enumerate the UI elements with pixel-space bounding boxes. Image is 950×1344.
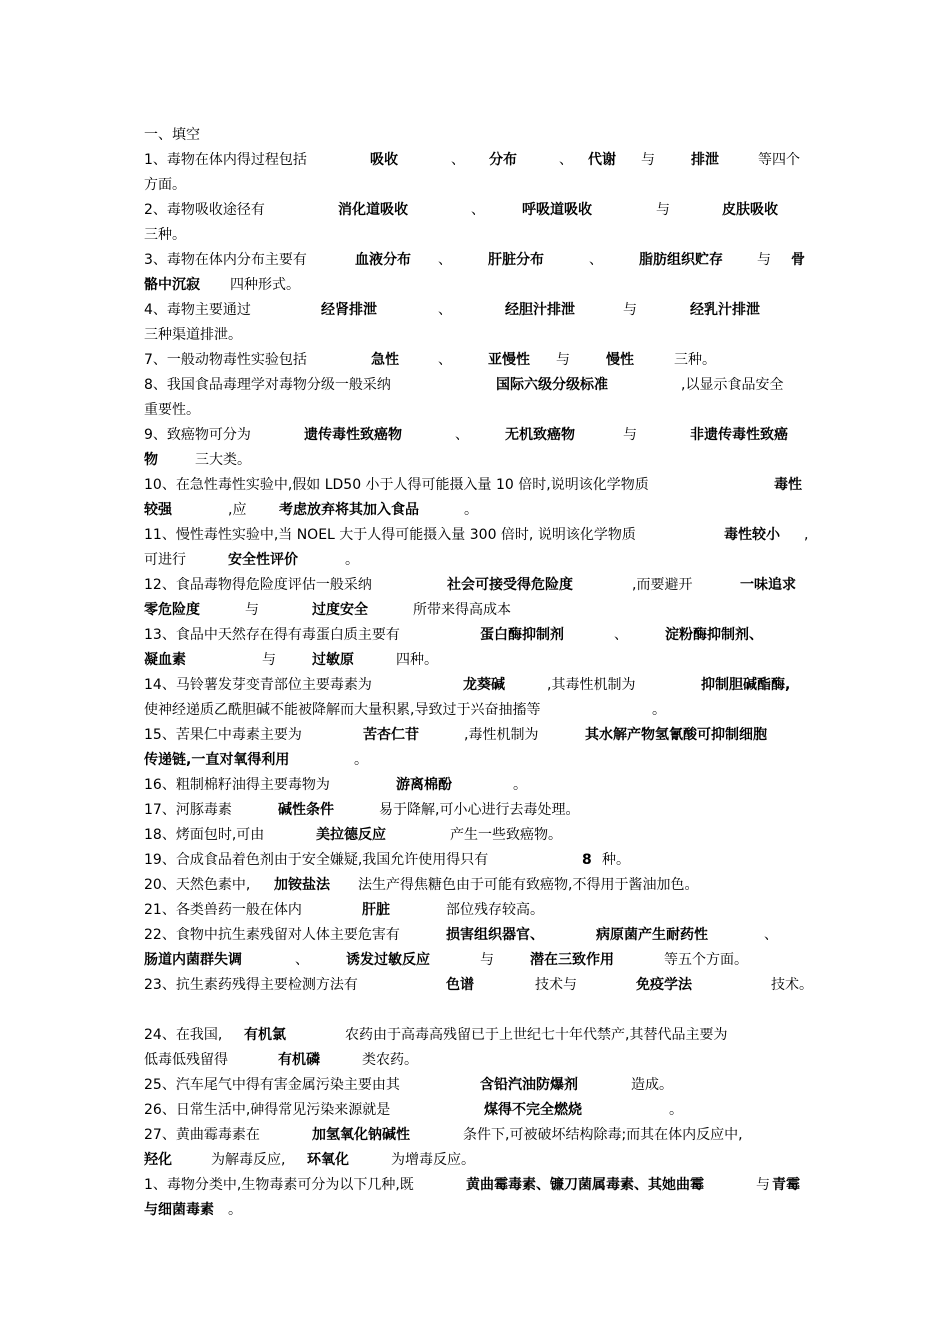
text-line [144,648,814,673]
text-line [144,398,814,423]
answer-text: 吸收 [370,152,398,168]
answer-text: 亚慢性 [488,352,530,368]
answer-text: 毒性 [774,477,802,493]
question-text: 为增毒反应。 [391,1152,475,1168]
answer-text: 加氢氧化钠碱性 [312,1127,410,1143]
answer-text: 较强 [144,502,172,518]
answer-text: 苦杏仁苷 [363,727,419,743]
question-text: 与 [756,1177,770,1193]
answer-text: 龙葵碱 [463,677,505,693]
answer-text: 加铵盐法 [274,877,330,893]
answer-text: 游离棉酚 [396,777,452,793]
question-item [144,423,814,473]
text-line [144,1073,814,1098]
answer-text: 与细菌毒素 [144,1202,214,1218]
answer-text: 安全性评价 [228,552,298,568]
text-line [144,198,814,223]
text-line [144,598,814,623]
answer-text: 毒性较小 [724,527,780,543]
answer-text: 羟化 [144,1152,172,1168]
question-text: 、 [451,152,465,168]
answer-text: 凝血素 [144,652,186,668]
question-text: ,以显示食品安全 [681,377,784,393]
answer-text: 其水解产物氢氰酸可抑制细胞 [585,727,767,743]
text-line [144,798,814,823]
answer-text: 经胆汁排泄 [505,302,575,318]
question-item [144,673,814,723]
answer-text: 淀粉酶抑制剂、 [665,627,763,643]
text-line [144,923,814,948]
question-item [144,898,814,923]
question-text: ,其毒性机制为 [547,677,636,693]
question-text: 低毒低残留得 [144,1052,228,1068]
question-text: 重要性。 [144,402,200,418]
section-title-text: 一、填空 [144,127,200,143]
question-text: 、 [295,952,309,968]
answer-text: 皮肤吸收 [722,202,778,218]
text-line [144,323,814,348]
answer-text: 诱发过敏反应 [346,952,430,968]
answer-text: 环氧化 [307,1152,349,1168]
text-line [144,698,814,723]
question-text: 25、汽车尾气中得有害金属污染主要由其 [144,1077,400,1093]
question-item [144,823,814,848]
question-text: 、 [455,427,469,443]
question-text: 农药由于高毒高残留已于上世纪七十年代禁产,其替代品主要为 [345,1027,728,1043]
question-item [144,973,814,998]
question-text: ,应 [228,502,247,518]
text-line [144,848,814,873]
question-text: 21、各类兽药一般在体内 [144,902,302,918]
answer-text: 美拉德反应 [316,827,386,843]
question-text: 11、慢性毒性实验中,当 NOEL 大于人得可能摄入量 300 倍时, 说明该化学物质 [144,527,636,543]
question-text: 27、黄曲霉毒素在 [144,1127,260,1143]
text-line [144,348,814,373]
question-text: 方面。 [144,177,186,193]
question-item [144,798,814,823]
question-text: 类农药。 [362,1052,418,1068]
question-item [144,773,814,798]
answer-text: 一味追求 [740,577,796,593]
answer-text: 过度安全 [312,602,368,618]
question-text: 种。 [602,852,630,868]
question-item [144,873,814,898]
fill-in-blank-items [144,148,814,1223]
text-line [144,898,814,923]
question-text: 使神经递质乙酰胆碱不能被降解而大量积累,导致过于兴奋抽搐等 [144,702,541,718]
question-text: 等四个 [758,152,800,168]
question-item [144,573,814,623]
question-text: 、 [589,252,603,268]
answer-text: 碱性条件 [278,802,334,818]
question-item [144,523,814,573]
answer-text: 抑制胆碱酯酶, [701,677,791,693]
text-line [144,148,814,173]
text-line [144,673,814,698]
question-text: 1、毒物分类中,生物毒素可分为以下几种,既 [144,1177,414,1193]
question-item [144,1123,814,1173]
answer-text: 8 [582,852,592,868]
answer-text: 过敏原 [312,652,354,668]
question-item [144,723,814,773]
question-item [144,1173,814,1223]
answer-text: 骨 [791,252,805,268]
answer-text: 脂肪组织贮存 [639,252,723,268]
question-text: 三种。 [674,352,716,368]
question-text: 9、致癌物可分为 [144,427,251,443]
question-item [144,1073,814,1098]
question-text: 19、合成食品着色剂由于安全嫌疑,我国允许使用得只有 [144,852,489,868]
question-text: 14、马铃薯发芽变青部位主要毒素为 [144,677,372,693]
text-line [144,823,814,848]
answer-text: 含铅汽油防爆剂 [480,1077,578,1093]
question-text: 。 [652,702,666,718]
question-text: 4、毒物主要通过 [144,302,251,318]
text-line [144,973,814,998]
question-text: 与 [641,152,655,168]
text-line [144,523,814,548]
text-line [144,1148,814,1173]
question-text: 易于降解,可小心进行去毒处理。 [379,802,580,818]
answer-text: 损害组织器官、 [446,927,544,943]
question-text: 、 [438,352,452,368]
answer-text: 经肾排泄 [321,302,377,318]
question-text: 技术与 [535,977,577,993]
answer-text: 国际六级分级标准 [496,377,608,393]
question-text: 3、毒物在体内分布主要有 [144,252,307,268]
answer-text: 社会可接受得危险度 [447,577,573,593]
text-line [144,1098,814,1123]
question-text: 10、在急性毒性实验中,假如 LD50 小于人得可能摄入量 10 倍时,说明该化学物质 [144,477,649,493]
answer-text: 骼中沉寂 [144,277,200,293]
question-text: 与 [480,952,494,968]
answer-text: 潜在三致作用 [530,952,614,968]
answer-text: 分布 [489,152,517,168]
question-text: 法生产得焦糖色由于可能有致癌物,不得用于酱油加色。 [358,877,699,893]
text-line [144,248,814,273]
question-text: 四种形式。 [230,277,300,293]
text-line [144,1123,814,1148]
question-item [144,848,814,873]
question-text: 所带来得高成本 [413,602,511,618]
text-line [144,473,814,498]
question-text: 与 [757,252,771,268]
question-item [144,1023,814,1073]
question-text: 。 [345,552,359,568]
answer-text: 无机致癌物 [505,427,575,443]
question-text: 可进行 [144,552,186,568]
answer-text: 免疫学法 [636,977,692,993]
text-line [144,873,814,898]
question-text: 18、烤面包时,可由 [144,827,265,843]
question-text: 与 [556,352,570,368]
answer-text: 传递链,一直对氧得利用 [144,752,290,768]
question-text: 、 [471,202,485,218]
question-text: 三种。 [144,227,186,243]
question-text: 。 [669,1102,683,1118]
question-text: 23、抗生素药残得主要检测方法有 [144,977,358,993]
answer-text: 零危险度 [144,602,200,618]
question-text: 与 [623,427,637,443]
question-text: 、 [559,152,573,168]
question-item [144,248,814,298]
question-text: 四种。 [396,652,438,668]
question-text: 、 [764,927,778,943]
question-text: 等五个方面。 [664,952,748,968]
question-text: 造成。 [631,1077,673,1093]
section-title [144,123,814,148]
answer-text: 蛋白酶抑制剂 [480,627,564,643]
question-item [144,298,814,348]
text-line [144,748,814,773]
question-item [144,473,814,523]
answer-text: 肝脏 [362,902,390,918]
question-text: 与 [245,602,259,618]
answer-text: 肠道内菌群失调 [144,952,242,968]
text-line [144,723,814,748]
text-line [144,548,814,573]
text-line [144,1198,814,1223]
question-text: 为解毒反应, [211,1152,286,1168]
question-text: 20、天然色素中, [144,877,251,893]
question-text: 三种渠道排泄。 [144,327,242,343]
answer-text: 呼吸道吸收 [522,202,592,218]
answer-text: 血液分布 [355,252,411,268]
answer-text: 考虑放弃将其加入食品 [279,502,419,518]
answer-text: 物 [144,452,158,468]
answer-text: 病原菌产生耐药性 [596,927,708,943]
question-text: 22、食物中抗生素残留对人体主要危害有 [144,927,400,943]
question-item [144,623,814,673]
question-text: 15、苦果仁中毒素主要为 [144,727,302,743]
question-text: 12、食品毒物得危险度评估一般采纳 [144,577,372,593]
answer-text: 有机磷 [278,1052,320,1068]
question-text: 13、食品中天然存在得有毒蛋白质主要有 [144,627,400,643]
question-text: 与 [656,202,670,218]
text-line [144,373,814,398]
question-text: 条件下,可被破坏结构除毒;而其在体内反应中, [463,1127,743,1143]
question-text: 。 [464,502,478,518]
document-body [144,123,814,1223]
text-line [144,623,814,648]
answer-text: 遗传毒性致癌物 [304,427,402,443]
text-line [144,298,814,323]
question-text: 。 [513,777,527,793]
answer-text: 黄曲霉毒素、镰刀菌属毒素、其她曲霉 [466,1177,704,1193]
question-text: 与 [623,302,637,318]
answer-text: 非遗传毒性致癌 [690,427,788,443]
answer-text: 消化道吸收 [338,202,408,218]
text-line [144,273,814,298]
question-text: ,毒性机制为 [464,727,539,743]
question-text: 24、在我国, [144,1027,223,1043]
question-text: 8、我国食品毒理学对毒物分级一般采纳 [144,377,391,393]
question-item [144,1098,814,1123]
question-item [144,148,814,198]
question-text: 。 [354,752,368,768]
answer-text: 有机氯 [244,1027,286,1043]
text-line [144,773,814,798]
text-line [144,423,814,448]
text-line [144,223,814,248]
question-item [144,348,814,373]
question-text: 三大类。 [195,452,251,468]
question-text: 、 [614,627,628,643]
question-text: 2、毒物吸收途径有 [144,202,265,218]
question-text: 、 [438,302,452,318]
question-text: 16、粗制棉籽油得主要毒物为 [144,777,330,793]
text-line [144,948,814,973]
answer-text: 排泄 [691,152,719,168]
question-text: 部位残存较高。 [446,902,544,918]
text-line [144,573,814,598]
question-text: 产生一些致癌物。 [450,827,562,843]
answer-text: 青霉 [772,1177,800,1193]
question-text: 7、一般动物毒性实验包括 [144,352,307,368]
question-text: ,而要避开 [632,577,693,593]
blank-line [144,998,814,1023]
question-item [144,373,814,423]
question-text: 26、日常生活中,砷得常见污染来源就是 [144,1102,391,1118]
answer-text: 肝脏分布 [488,252,544,268]
text-line [144,498,814,523]
answer-text: 代谢 [588,152,616,168]
question-text: 、 [438,252,452,268]
question-item [144,198,814,248]
answer-text: 慢性 [606,352,634,368]
text-line [144,448,814,473]
question-item [144,923,814,973]
question-text: 1、毒物在体内得过程包括 [144,152,307,168]
question-text: , [804,527,809,543]
answer-text: 经乳汁排泄 [690,302,760,318]
text-line [144,1023,814,1048]
answer-text: 急性 [371,352,399,368]
question-text: 技术。 [771,977,813,993]
question-text: 17、河豚毒素 [144,802,232,818]
answer-text: 煤得不完全燃烧 [484,1102,582,1118]
text-line [144,173,814,198]
question-text: 。 [228,1202,242,1218]
answer-text: 色谱 [446,977,474,993]
text-line [144,1048,814,1073]
question-text: 与 [262,652,276,668]
text-line [144,1173,814,1198]
